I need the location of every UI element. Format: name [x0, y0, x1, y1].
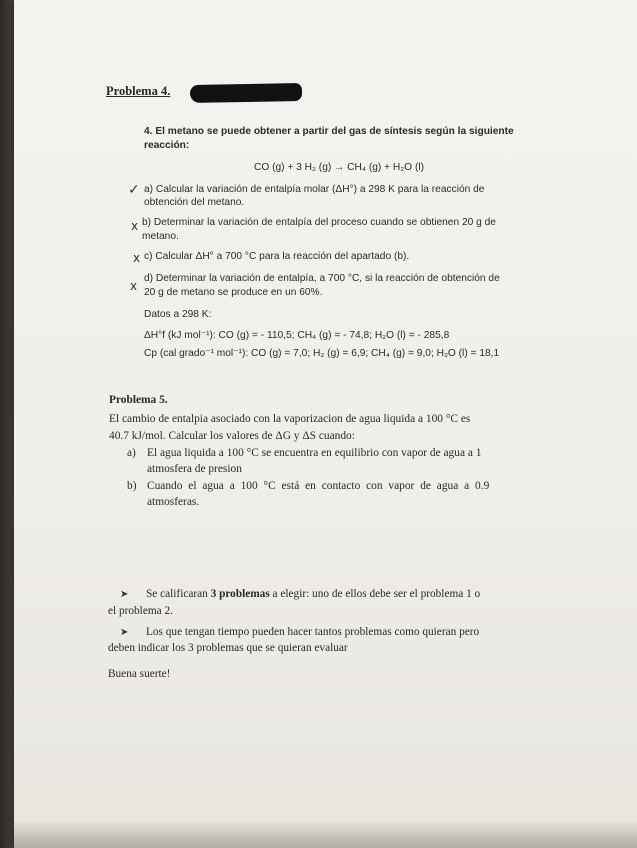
- note-1-line1: [146, 588, 480, 600]
- problem-5-title: Problema 5.: [109, 394, 168, 406]
- part-b-line2: metano.: [142, 231, 179, 242]
- data-enthalpy: ΔH°f (kJ mol⁻¹): CO (g) = - 110,5; CH₄ (g) = - 74,8; H₂O (l) = - 285,8: [144, 330, 450, 341]
- reaction-equation: CO (g) + 3 H₂ (g) → CH₄ (g) + H₂O (l): [254, 162, 424, 173]
- note-1-post: a elegir: uno de ellos debe ser el problema 1 o: [269, 588, 481, 600]
- problem-5-line1: El cambio de entalpia asociado con la vaporizacion de agua liquida a 100 °C es: [109, 413, 471, 425]
- cross-mark-icon: x: [130, 279, 138, 293]
- data-title: Datos a 298 K:: [144, 309, 212, 320]
- problem-5-line2: 40.7 kJ/mol. Calcular los valores de ΔG y ΔS cuando:: [109, 430, 355, 442]
- note-1-pre: Se calificaran: [146, 588, 211, 600]
- part-a-line2: obtención del metano.: [144, 197, 245, 208]
- problem-5-a-label: a): [127, 447, 136, 459]
- problem-5-b-label: b): [127, 480, 137, 492]
- problem-5-a-line2: atmosfera de presion: [147, 463, 242, 475]
- note-2-line1: Los que tengan tiempo pueden hacer tantos problemas como quieran pero: [146, 626, 480, 638]
- part-a-line1: a) Calcular la variación de entalpía molar (ΔH°) a 298 K para la reacción de: [144, 184, 485, 195]
- note-1-line2: el problema 2.: [108, 605, 173, 617]
- redacted-name-block: [190, 83, 302, 103]
- problem-4-intro-line1: 4. El metano se puede obtener a partir del gas de síntesis según la siguiente: [144, 126, 514, 137]
- cross-mark-icon: x: [133, 251, 141, 265]
- bullet-arrow-icon: ➤: [120, 589, 129, 600]
- page-bottom-shadow: [14, 820, 637, 848]
- part-b-line1: b) Determinar la variación de entalpía del proceso cuando se obtienen 20 g de: [142, 217, 496, 228]
- note-2-line2: deben indicar los 3 problemas que se quieran evaluar: [108, 642, 348, 654]
- bullet-arrow-icon: ➤: [120, 627, 129, 638]
- check-mark-icon: ✓: [128, 182, 140, 198]
- problem-5-a-line1: El agua liquida a 100 °C se encuentra en equilibrio con vapor de agua a 1: [147, 447, 482, 459]
- problem-5-b-line2: atmosferas.: [147, 496, 200, 508]
- note-1-bold: 3 problemas: [210, 588, 270, 600]
- part-c: c) Calcular ΔH° a 700 °C para la reacción del apartado (b).: [144, 251, 410, 262]
- part-d-line2: 20 g de metano se produce en un 60%.: [144, 287, 323, 298]
- problem-4-header: Problema 4.: [106, 84, 171, 98]
- problem-4-intro-line2: reacción:: [144, 140, 190, 151]
- data-heat-capacity: Cp (cal grado⁻¹ mol⁻¹): CO (g) = 7,0; H₂ (g) = 6,9; CH₄ (g) = 9,0; H₂O (l) = 18,1: [144, 348, 500, 359]
- closing-text: Buena suerte!: [108, 668, 171, 680]
- part-d-line1: d) Determinar la variación de entalpía, a 700 °C, si la reacción de obtención de: [144, 273, 500, 284]
- problem-5-b-line1: Cuando el agua a 100 °C está en contacto con vapor de agua a 0.9: [147, 480, 490, 492]
- cross-mark-icon: x: [131, 219, 139, 233]
